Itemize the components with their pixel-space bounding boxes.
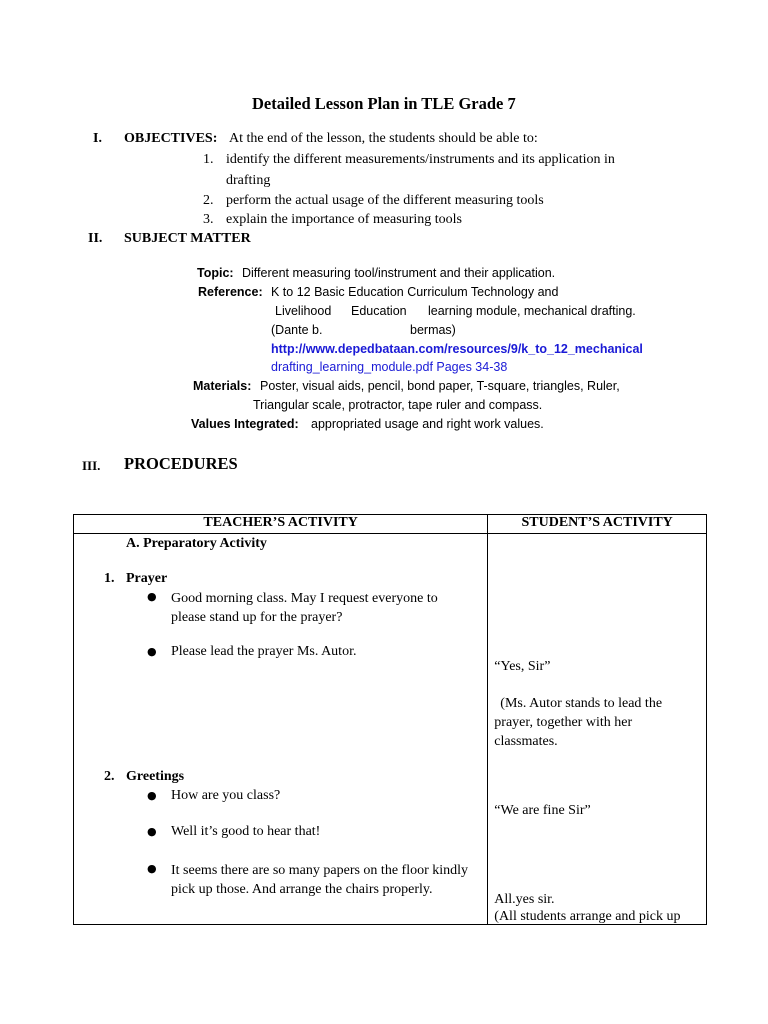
reference-line-2b: Education [351, 304, 407, 318]
bullet-icon: ● [147, 825, 157, 838]
reference-line-2c: learning module, mechanical drafting. [428, 304, 636, 318]
bullet-icon: ● [147, 590, 157, 603]
values-value: appropriated usage and right work values. [311, 417, 544, 431]
section-preparatory-activity: A. Preparatory Activity [126, 536, 267, 551]
objective-number: 3. [203, 212, 214, 227]
prayer-bullet-1: Good morning class. May I request everyone to please stand up for the prayer? [171, 591, 438, 625]
objectives-numeral: I. [93, 131, 102, 146]
student-activity-cell [488, 534, 707, 925]
reference-line-3b: bermas) [410, 323, 456, 337]
student-response-5: (All students arrange and pick up [494, 909, 681, 924]
page-title: Detailed Lesson Plan in TLE Grade 7 [252, 94, 516, 113]
procedures-numeral: III. [82, 458, 101, 473]
student-response-3: “We are fine Sir” [494, 803, 591, 818]
objective-number: 2. [203, 193, 214, 208]
teacher-activity-header: TEACHER’S ACTIVITY [74, 515, 488, 534]
reference-link-line2: drafting_learning_module.pdf Pages 34-38 [271, 360, 508, 374]
greetings-heading: Greetings [126, 769, 185, 784]
objective-number: 1. [203, 152, 214, 167]
procedures-heading: PROCEDURES [124, 454, 238, 473]
teacher-activity-cell [74, 534, 488, 925]
student-response-2: (Ms. Autor stands to lead the prayer, together with her classmates. [494, 696, 663, 749]
subject-matter-heading: SUBJECT MATTER [124, 231, 251, 246]
reference-line-1: K to 12 Basic Education Curriculum Technology and [271, 285, 559, 299]
topic-label: Topic: [197, 266, 234, 280]
prayer-heading: Prayer [126, 571, 168, 586]
greetings-bullet-3: It seems there are so many papers on the floor kindly pick up those. And arrange the chairs properly. [171, 863, 469, 897]
objective-item-1-line2: drafting [226, 173, 271, 188]
prayer-number: 1. [104, 571, 115, 586]
topic-value: Different measuring tool/instrument and their application. [242, 266, 556, 280]
materials-line-2: Triangular scale, protractor, tape ruler and compass. [253, 398, 543, 412]
bullet-icon: ● [147, 645, 157, 658]
greetings-bullet-1: How are you class? [171, 788, 281, 803]
reference-link-continued[interactable] [271, 360, 507, 375]
bullet-icon: ● [147, 789, 157, 802]
objective-item-2: perform the actual usage of the different measuring tools [226, 193, 544, 208]
student-response-4: All.yes sir. [494, 892, 555, 907]
reference-label: Reference: [198, 285, 263, 299]
objective-item-3: explain the importance of measuring tools [226, 212, 462, 227]
subject-matter-numeral: II. [88, 231, 103, 246]
reference-link[interactable]: http://www.depedbataan.com/resources/9/k_to_12_mechanical [271, 342, 643, 356]
bullet-icon: ● [147, 862, 157, 875]
materials-label: Materials: [193, 379, 252, 393]
reference-line-2a: Livelihood [275, 304, 332, 318]
materials-line-1: Poster, visual aids, pencil, bond paper, T-square, triangles, Ruler, [260, 379, 620, 393]
objectives-intro: At the end of the lesson, the students should be able to: [229, 131, 538, 146]
student-response-1: “Yes, Sir” [494, 659, 551, 674]
objective-item-1-line1: identify the different measurements/instruments and its application in [226, 152, 615, 167]
student-activity-header: STUDENT’S ACTIVITY [488, 515, 707, 534]
prayer-bullet-2: Please lead the prayer Ms. Autor. [171, 644, 357, 659]
values-label: Values Integrated: [191, 417, 299, 431]
reference-line-3a: (Dante b. [271, 323, 323, 337]
objectives-heading: OBJECTIVES: [124, 131, 218, 146]
greetings-number: 2. [104, 769, 115, 784]
greetings-bullet-2: Well it’s good to hear that! [171, 824, 321, 839]
procedures-table [73, 514, 707, 925]
